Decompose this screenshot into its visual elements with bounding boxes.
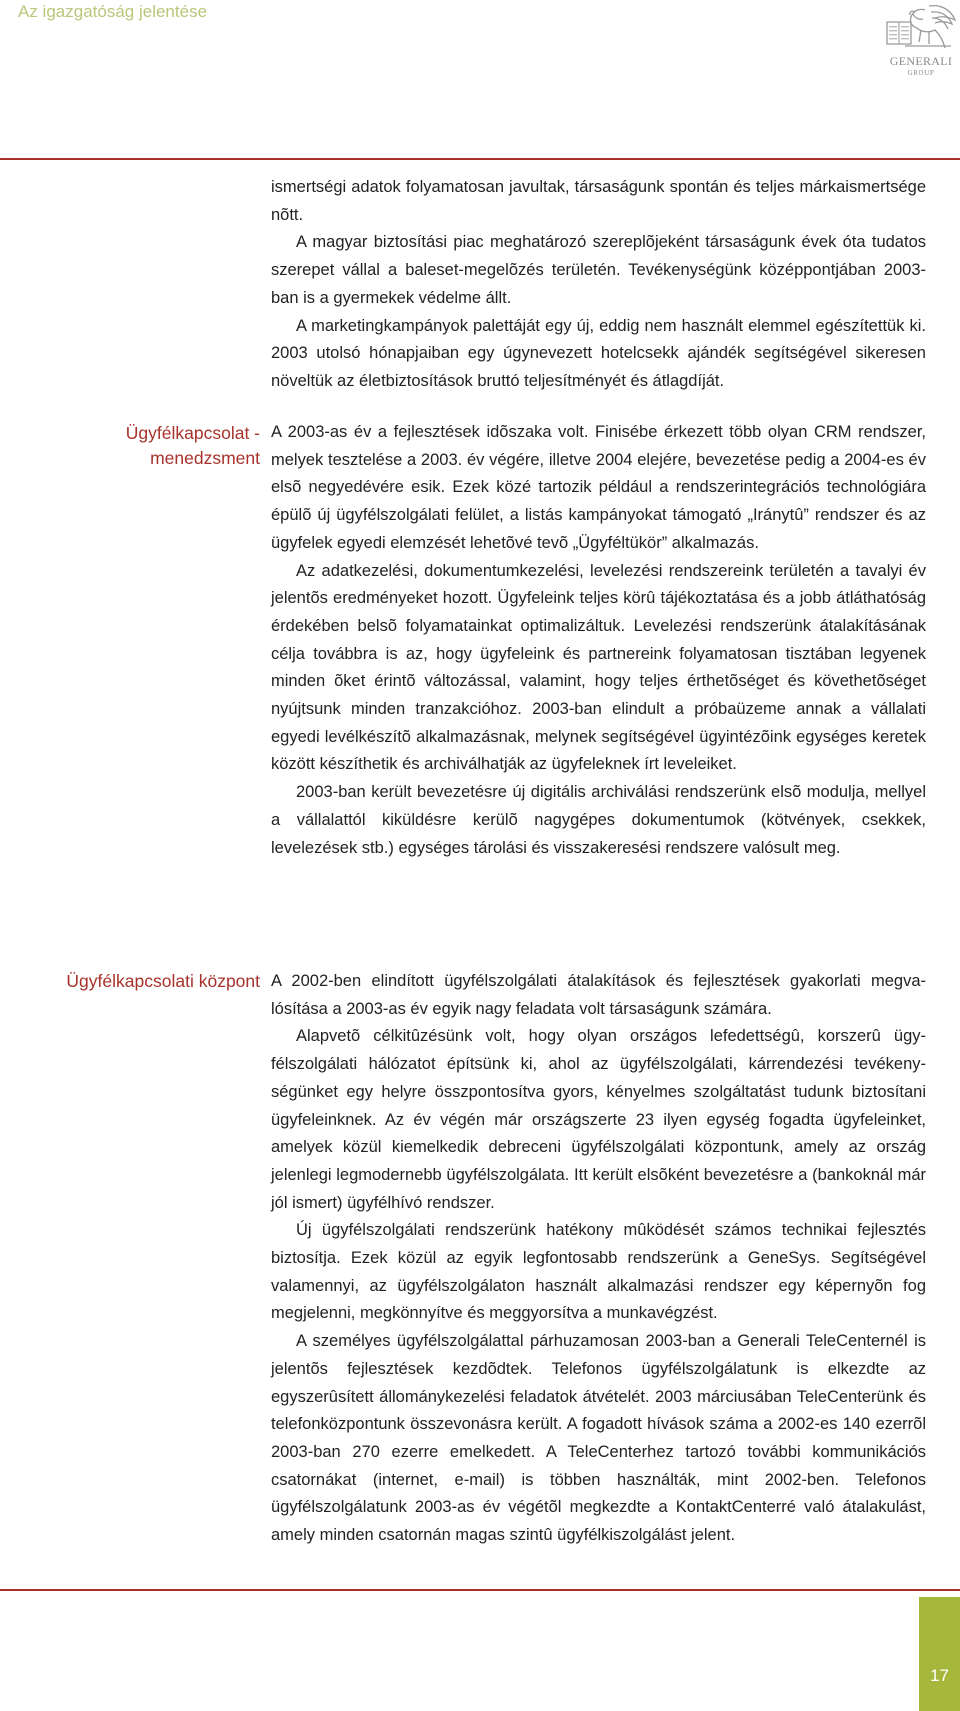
crm-section-text: [271, 419, 926, 862]
logo-subtitle: GROUP: [907, 69, 935, 77]
intro-paragraph: A magyar biztosítási piac meghatározó szereplõjeként társaságunk évek óta tudatos szerepet vállal a baleset-megelõzés területén. Tevékenységünk középpontjában 2003-ban is a gyermekek védelme állt.: [271, 233, 926, 307]
center-paragraph: A személyes ügyfélszolgálattal párhuzamosan 2003-ban a Generali TeleCenternél is jelentõs fejlesztések kezdõdtek. Telefonos ügyfélszolgálatunk is elkezdte az egyszerûsített állománykezelési feladatok átvételét. 2003 márciusában TeleCenterünk és telefonközpontunk összevonásra került. A fogadott hívások száma a 2002-es 140 ezerrõl 2003-ban 270 ezerre emelkedett. A TeleCenterhez tartozó további kommunikációs csatornákat (internet, e-mail) is többen használták, mint 2002-ben. Telefonos ügyfélszolgálatunk 2003-as év végétõl megkezdte a KontaktCenterré való átalakulást, amely minden csatornán magas szintû ügyfélkiszolgálást jelent.: [271, 1332, 926, 1545]
crm-section-label-line: menedzsment: [150, 448, 260, 468]
intro-paragraph: A marketingkampányok palettáját egy új, eddig nem használt elemmel egészítettük ki. 2003 utolsó hónapjaiban egy úgynevezett hotelcsekk ajándék segítségével sikeresen növeltük az életbiztosítások bruttó teljesítményét és átlagdíját.: [271, 316, 926, 390]
logo-wordmark: GENERALI: [889, 54, 953, 68]
page-number: 17: [930, 1666, 949, 1685]
center-paragraph: Új ügyfélszolgálati rendszerünk hatékony mûködését számos technikai fejlesztés biztosítja. Ezek közül az egyik legfontosabb rendszerünk a GeneSys. Segítségével valamennyi, az ügyfélszolgálaton használt alkalmazási rendszer egy képernyõn fog megjelenni, megkönnyítve és meggyorsítva a munkavégzést.: [271, 1221, 926, 1323]
winged-lion-icon: [885, 0, 957, 54]
center-section-text: [271, 968, 926, 1550]
footer-divider: [0, 1589, 960, 1591]
header-divider: [0, 158, 960, 160]
crm-paragraph: Az adatkezelési, dokumentumkezelési, levelezési rendszereink területén a tavalyi év jelentõs eredményeket hozott. Ügyfeleink teljes körû tájékoztatása és a jobb átláthatóság érdekében belsõ folyamatainkat optimalizáltuk. Levelezési rendszerünk átalakításának célja továbbra is az, hogy ügyfeleink és partnereink folyamatosan tisztában legyenek minden õket érintõ változással, valamint, hogy teljes érthetõséget és követhetõséget nyújtsunk minden tranzakcióhoz. 2003-ban elindult a próbaüzeme annak a vállalati egyedi levélkészítõ alkalmazásnak, melynek segítségével ügyintézõink egységes keretek között készíthetik és archiválhatják az ügyfeleknek írt leveleiket.: [271, 561, 926, 774]
center-paragraph: Alapvetõ célkitûzésünk volt, hogy olyan országos lefedettségû, korszerû ügyfélszolgálati hálózatot építsünk ki, ahol az ügyfélszolgálati, kárrendezési tevékenységünket egy helyre összpontosítva gyors, kényelmes szolgáltatást tudunk biztosítani ügyfeleinknek. Az év végén már országszerte 23 ilyen egység fogadta ügyfeleinket, amelyek közül kiemelkedik debreceni ügyfélszolgálati központunk, amely az ország jelenlegi legmodernebb ügyfélszolgálata. Itt került elsõként bevezetésre a (bankoknál már jól ismert) ügyfélhívó rendszer.: [271, 1027, 926, 1212]
center-section-label: Ügyfélkapcsolati központ: [66, 971, 260, 991]
generali-logo: [885, 0, 957, 84]
intro-text: [271, 174, 926, 396]
center-paragraph: A 2002-ben elindított ügyfélszolgálati átalakítások és fejlesztések gyakorlati megvalósítása a 2003-as év egyik nagy feladata volt társaságunk számára.: [271, 972, 926, 1018]
page-number-badge: [919, 1597, 960, 1711]
crm-section-label-line: Ügyfélkapcsolat -: [125, 423, 260, 443]
crm-paragraph: 2003-ban került bevezetésre új digitális archiválási rendszerünk elsõ modulja, mellyel a vállalattól kiküldésre kerülõ nagygépes dokumentumok (kötvények, csekkek, levelezések stb.) egységes tárolási és visszakeresési rendszere valósult meg.: [271, 783, 926, 857]
crm-paragraph: A 2003-as év a fejlesztések idõszaka volt. Finisébe érkezett több olyan CRM rendszer, melyek tesztelése a 2003. év végére, illetve 2004 elejére, bevezetése pedig a 2004-es év elsõ negyedévére esik. Ezek közé tartozik például a rendszerintegrációs technológiára épülõ új ügyfélszolgálati felület, a listás kampányokat támogató „Iránytû” rendszer és az ügyfelek egyedi elemzését lehetõvé tevõ „Ügyféltükör” alkalmazás.: [271, 423, 926, 552]
crm-section-label: [126, 421, 260, 471]
running-header-title: Az igazgatóság jelentése: [18, 2, 208, 21]
intro-paragraph: ismertségi adatok folyamatosan javultak, társaságunk spontán és teljes márkaismertsége nõtt.: [271, 178, 926, 224]
